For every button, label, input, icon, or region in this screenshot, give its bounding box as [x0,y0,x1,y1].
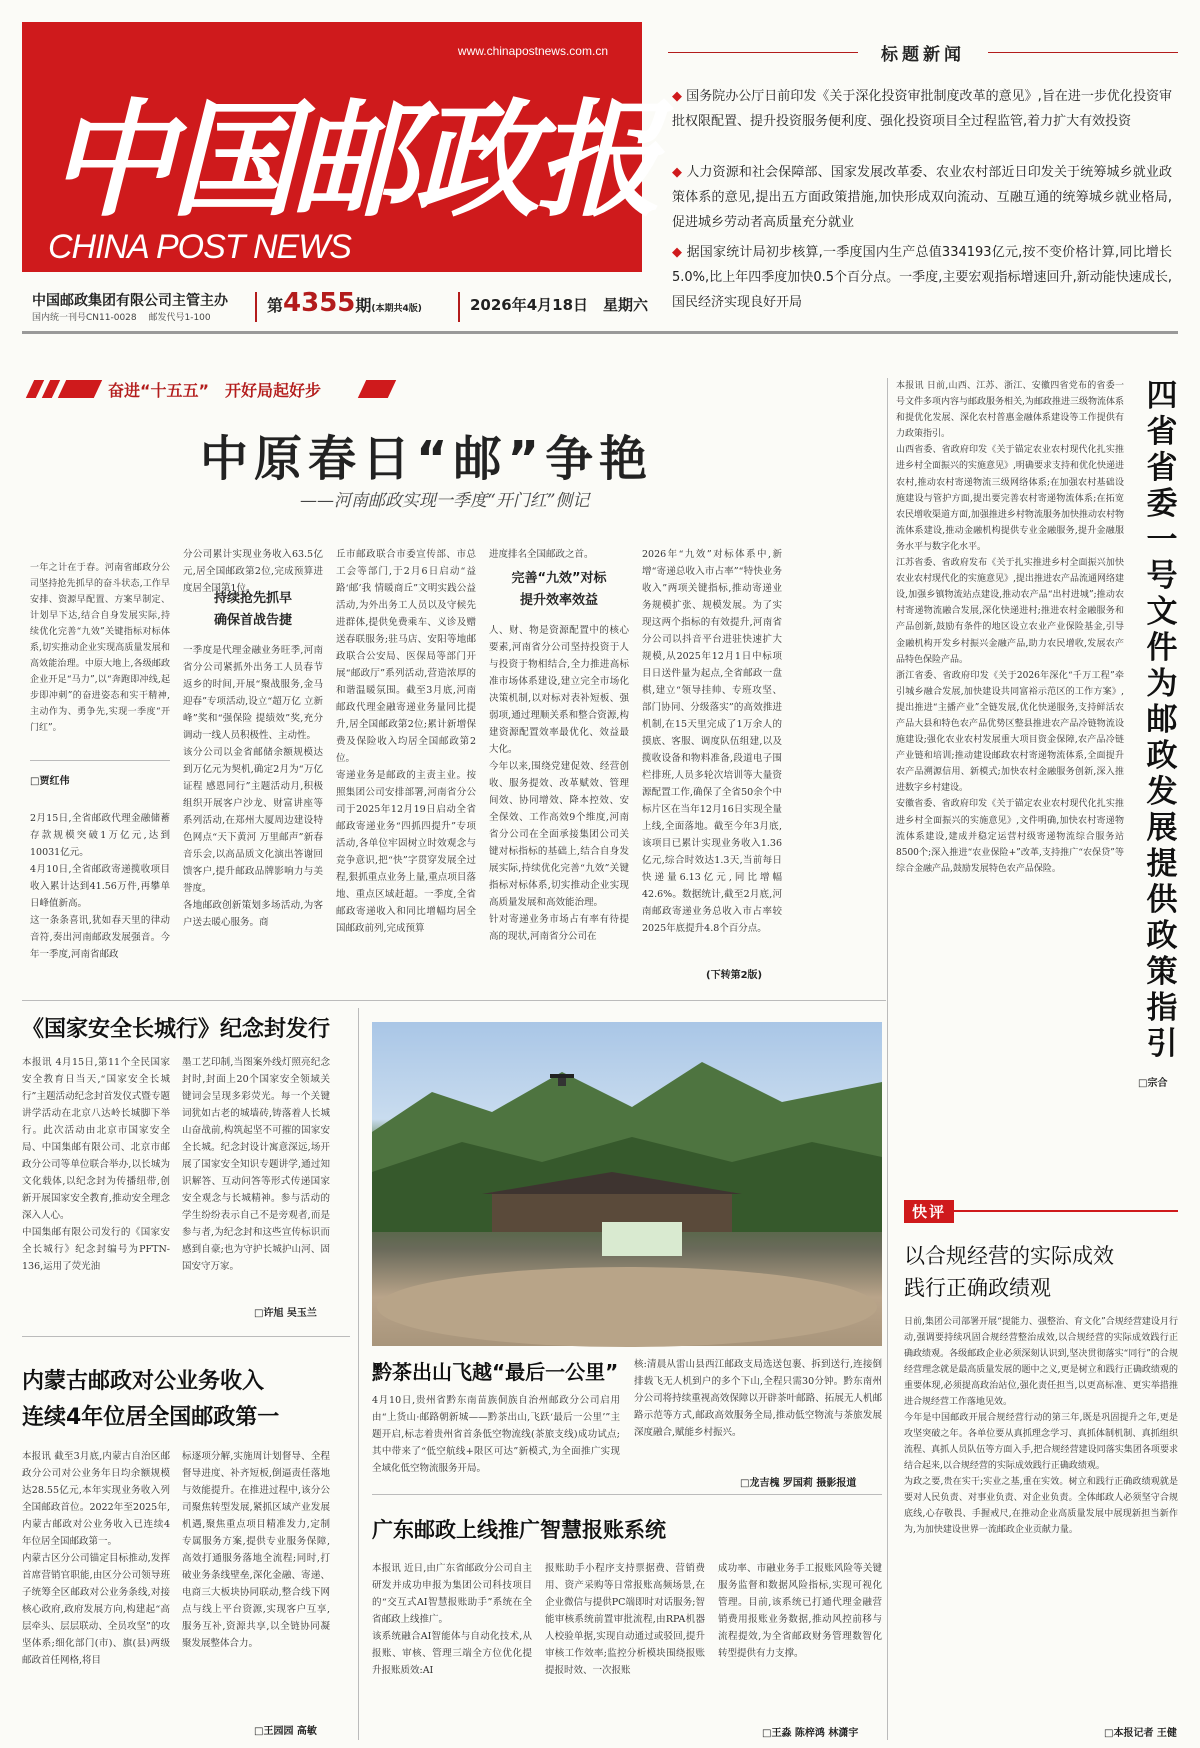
photo-caption-right: 核:清晨从雷山县西江邮政支局选送包裹、拆到送行,连接倒排载飞无人机到户的多个下山,全程只需30分钟。黔东南州分公司将持续重视高效保障以开辟茶叶邮路、拓展无人机邮路示范等方式,邮政高效服务全局,推动低空物流与茶旅发展深度融合,赋能乡村振兴。 [634,1359,882,1438]
photo-byline: □龙吉槐 罗国莉 摄影报道 [740,1478,857,1489]
headline-item[interactable] [672,240,1172,315]
mongolia-headline-2[interactable]: 连续4年位居全国邮政第一 [22,1405,280,1430]
mongolia-byline: □王园园 高敏 [254,1726,317,1737]
mongolia-col2: 标逐项分解,实施周计划督导、全程督导进度、补齐短板,倒逼责任落地与效能提升。在推进过程中,该分公司聚焦转型发展,紧抓区域产业发展机遇,聚焦重点项目精准发力,定制专属服务方案,提供专业服务保障,高效打通服务落地全流程;同时,打破业务条线壁垒,深化金融、寄递、电商三大板块协同联动,整合线下网点与线上平台资源,实现客户互享,服务互补,资源共享,以全链协同凝聚发展整体合力。 [182,1451,330,1649]
masthead-title-en: CHINA POST NEWS [48,228,351,266]
website-url[interactable]: www.chinapostnews.com.cn [457,44,608,58]
issue-suffix: 期 [355,296,372,315]
photo-story-headline[interactable]: 黔茶出山飞越“最后一公里” [372,1360,619,1384]
headlines-title: 标题新闻 [881,45,965,65]
commentary-headline-2[interactable]: 践行正确政绩观 [904,1276,1051,1300]
guangdong-headline[interactable]: 广东邮政上线推广智慧报账系统 [372,1518,666,1542]
banner-stripe [26,380,44,398]
lead-col3: 丘市邮政联合市委宣传部、市总工会等部门,于2月6日启动“益路‘邮’我 情暖商丘”文明实践公益活动,为外出务工人员以及守候先进群体,提供免费乘车、义诊及赠送春联服务;驻马店、安阳等地邮政联合公安局、医保局等部门开展“邮政厅”系列活动,营造浓厚的和谐温暖氛围。截至3月底,河南邮政代理金融寄递业务量同比提升,居全国邮政第2位;累计新增保费及保险收入均居全国邮政第2位。 寄递业务是邮政的主责主业。按照集团公司安排部署,河南省分公司于2025年12月19日启动全省邮政寄递业务“四抓四提升”专项活动,各单位牢固树立时效观念与竞争意识,把“快”字贯穿发展全过程,狠抓重点业务上量,重点项目落地、重点区域赶超。一季度,全省邮政寄递收入和同比增幅均居全国邮政前列,完成预算 [336,549,476,934]
stamp-story-col2: 墨工艺印制,当图案外线灯照亮纪念封时,封面上20个国家安全领域关键词会呈现多彩荧光。每一个关键词犹如古老的城墙砖,铸落着人长城山奋战前,构筑起坚不可摧的国家安全长城。纪念封设计寓意深远,场开展了国家安全知识专题讲学,通过知识解答、互动问答等形式传递国家安全观念与长城精神。参与活动的学生纷纷表示自己不是旁观者,而是参与者,为纪念封和这些宣传标识而感到自豪;也为守护长城护山河、固国安守万家。 [182,1057,330,1272]
headline-text: 国务院办公厅日前印发《关于深化投资审批制度改革的意见》,旨在进一步优化投资审批权限配置、提升投资服务便利度、强化投资项目全过程监管,着力扩大有效投资 [672,89,1172,129]
issue-prefix: 第 [267,296,284,315]
photo-caption: 4月10日,贵州省黔东南苗族侗族自治州邮政分公司启用由“上货山·邮路朝新城——黔茶出山,飞跃‘最后一公里’”主题开启,标志着贵州省首条低空物流线(茶旅支线)成功试点;其中带来了“低空航线+限区可达”新模式,为全面推广实现全域化低空物流服务开局。 [372,1395,620,1474]
lead-col4b: 人、财、物是资源配置中的核心要素,河南省分公司坚持投资于人与投资于物相结合,全力推进高标准市场体系建设,建立完全市场化决策机制,以对标对表补短板、强弱项,通过理顺关系和整合资源,构建资源配置效率最优化、效益最大化。 今年以来,围绕党建促效、经营创收、服务提效、改革赋效、管理间效、协同增效、降本控效、安全保效、工作高效9个维度,河南省分公司在全面承接集团公司关键对标指标的基础上,结合自身发展实际,持续优化完善“九效”关键指标对标体系,切实推动企业实现高质量发展和高效能治理。 针对寄递业务市场占有率有待提高的现状,河南省分公司在 [489,625,629,942]
lead-col1: 2月15日,全省邮政代理金融储蓄存款规模突破1万亿元,达到10031亿元。 4月10日,全省邮政寄递揽收项目收入累计达到41.56万件,再攀单日峰值新高。 这一条条喜讯,犹如春天里的律动音符,奏出河南邮政发展强音。今年一季度,河南省邮政 [30,813,170,960]
right-story-title[interactable]: 四省省委一号文件为邮政发展提供政策指引 [1146,378,1178,1062]
stamp-story-byline: □许旭 吴玉兰 [254,1308,317,1319]
lead-byline: □贾红伟 [30,776,70,787]
diamond-bullet-icon: ◆ [672,89,687,104]
divider [372,1494,882,1495]
publication-info [22,288,662,328]
mongolia-col1: 本报讯 截至3月底,内蒙古自治区邮政分公司对公业务年日均余额规模达28.55亿元,本年实现业务收入列全国邮政首位。2022年至2025年,内蒙古邮政对公业务收入已连续4年位居全国邮政第一。 内蒙古区分公司锚定目标推动,发挥首席营销官职能,由区分公司领导班子统筹全区邮政对公业务条线,对接核心政府,政府发展方向,构建起“高层牵头、层层联动、全员攻坚”的攻坚体系;细化部门(市)、旗(县)两级邮政首任网格,将目 [22,1451,170,1666]
issue-number [267,288,422,318]
headline-item[interactable] [672,84,1172,134]
headline-text: 据国家统计局初步核算,一季度国内生产总值334193亿元,按不变价格计算,同比增长5.0%,比上年四季度加快0.5个百分点。一季度,主要宏观指标增速回升,新动能快速成长,国民经济实现良好开局 [672,245,1172,310]
commentary-headline-1[interactable]: 以合规经营的实际成效 [904,1244,1114,1268]
lead-headline[interactable]: 中原春日“邮”争艳 [200,431,654,487]
commentary-body: 日前,集团公司部署开展“提能力、强整治、育文化”合规经营建设月行动,强调要持续巩固合规经营整治成效,以合规经营的实际成效践行正确政绩观。各级邮政企业必须深刻认识到,坚决贯彻落实“同行”的合规经营理念就是最高质量发展的题中之义,更是树立和践行正确政绩观的重要体现,必须提高政治站位,强化责任担当,以更高标准、更实举措推进合规经营工作落地见效。 今年是中国邮政开展合规经营行动的第三年,既是巩固提升之年,更是攻坚突破之年。各单位要从真抓理念学习、真抓体制机制、真抓组织流程、真抓人员队伍等方面入手,把合规经营建设同落实集团各项要求结合起来,以合规经营的实际成效践行正确政绩观。 为政之要,贵在实干;实业之基,重在实效。树立和践行正确政绩观就是要对人民负责、对事业负责、对企业负责。全体邮政人必须坚守合规底线,心存敬畏、手握戒尺,在推动企业高质量发展中展现新担当新作为,为加快建设世界一流邮政企业贡献力量。 [904,1317,1178,1535]
column-divider [358,1008,359,1740]
stamp-story-col1: 本报讯 4月15日,第11个全民国家安全教育日当天,“国家安全长城行”主题活动纪念封首发仪式暨专题讲学活动在北京八达岭长城脚下举行。此次活动由北京市国家安全局、中国集邮有限公司、北京市邮政分公司等单位联合举办,以长城为文化载体,以纪念封为传播纽带,创新开展国家安全教育,推动安全理念深入人心。 中国集邮有限公司发行的《国家安全长城行》纪念封编号为PFTN-136,运用了荧光油 [22,1057,170,1272]
divider [22,1336,350,1337]
photo-illustration [372,1022,882,1346]
issue-note: (本期共4版) [371,304,422,314]
guangdong-col2: 报账助手小程序支持票据费、营销费用、资产采购等日常报账高频场景,在企业微信与提供PC端即时对话服务;智能审核系统前置审批流程,由RPA机器人校验单据,实现自动通过或驳回,提升审核工作效率;监控分析模块围绕报账提报时效、一次报账 [545,1563,705,1676]
commentary-byline: □本报记者 王健 [1104,1728,1177,1739]
guangdong-col3: 成功率、市融业务手工报账风险等关键服务监督和数据风险指标,实现可视化管理。目前,该系统已打通代理金融营销费用报账业务数据,推动风控前移与流程提效,为全省邮政财务管理数智化转型提供有力支撑。 [718,1563,882,1659]
column-divider [887,378,888,1740]
stamp-story-headline[interactable]: 《国家安全长城行》纪念封发行 [22,1017,331,1042]
masthead-rule [22,331,1178,334]
diamond-bullet-icon: ◆ [672,245,687,260]
divider [668,52,858,53]
divider [255,292,257,322]
lead-col4a: 进度排名全国邮政之首。 [489,549,594,560]
banner-stripe [42,380,60,398]
section-banner [22,378,402,400]
mongolia-headline-1[interactable]: 内蒙古邮政对公业务收入 [22,1369,265,1394]
registration: 国内统一刊号CN11-0028 邮发代号1-100 [32,313,211,323]
right-story-body: 本报讯 日前,山西、江苏、浙江、安徽四省党布的省委一号文件多项内容与邮政服务相关,为邮政推进三级物流体系和提优化发展、深化农村普惠金融体系建设等工作提供有力政策指引。 山西省委、省政府印发《关于锚定农业农村现代化扎实推进乡村全面振兴的实施意见》,明确要求支持和优化快递进农村,推动农村寄递物流三级网络体系;在加强农村基础设施建设与管护方面,提出要完善农村寄递物流体系;在拓宽农民增收渠道方面,加强推进乡村物流服务加快推动农村物流体系建设,推动金融机构提供专业金融服务,提升金融服务水平与数字化水平。 江苏省委、省政府发布《关于扎实推进乡村全面振兴加快农业农村现代化的实施意见》,提出推进农产品流通网络建设,加强乡镇物流站点建设,推动农产品“出村进城”;推动农村寄递物流融合发展,深化快递进村;推进农村金融服务和产品创新,鼓励有条件的地区设立农业产业保险基金,引导金融机构开发乡村振兴金融产品,助力农民增收,发展农产品特色保险产品。 浙江省委、省政府印发《关于2026年深化“千万工程”牵引城乡融合发展,加快建设共同富裕示范区的工作方案》,提出推进“主播产业”全链发展,优化快递服务,支持鲜活农产品大县和特色农产品优势区整县推进农产品冷链物流设施建设;强化农业农村发展重大项目资金保障,农产品冷链产业链和培训;推动建设邮政农村寄递物流体系,全面提升农产品溯源信用、新模式;加快农村金融服务创新,深入推进数字乡村建设。 安徽省委、省政府印发《关于锚定农业农村现代化扎实推进乡村全面振兴的实施意见》,文件明确,加快农村寄递物流体系建设,建成并稳定运营村级寄递物流综合服务站8500个;深入推进“农业保险+”改革,支持推广“农保贷”等综合金融产品,鼓励发展特色农产品保险。 [896,381,1124,874]
commentary-tag: 快评 [904,1200,954,1223]
banner-stripe [358,380,396,398]
lead-col5: 2026年“九效”对标体系中,新增“寄递总收入市占率”“特快业务收入”两项关键指标,推动寄递业务规模扩张、规模发展。为了实现这两个指标的有效提升,河南省分公司以抖音平台进驻快速扩大规模,从2025年12月1日中标项目日送件量为起点,全省邮政一盘棋,建立“领导挂帅、专班攻坚、部门协同、分级落实”的高效推进机制,在15天里完成了1万余人的摸底、客服、调度队伍组建,以及揽收设备和物料准备,段道电子围栏排班,人员多轮次培训等大量资源配置工作,确保了全省50余个中标片区在当年12月16日实现全量上线,全面落地。截至今年3月底,该项目已累计实现业务收入1.36亿元,综合时效达1.3天,当前每日快递量6.13亿元,同比增幅42.6%。数据统计,截至2月底,河南邮政寄递业务总收入市占率较2025年底提升4.8个百分点。 [642,549,782,934]
lead-subheading: 完善“九效”对标 提升效率效益 [511,571,607,608]
headline-text: 人力资源和社会保障部、国家发展改革委、农业农村部近日印发关于统筹城乡就业政策体系的意见,提出五方面政策措施,加快形成双向流动、互融互通的统筹城乡就业格局,促进城乡劳动者高质量充分就业 [672,165,1172,230]
square-ground [377,1267,877,1347]
event-banner [602,1222,682,1256]
divider [30,760,170,761]
divider [988,52,1178,53]
diamond-bullet-icon: ◆ [672,165,687,180]
right-story-byline: □宗合 [1138,1078,1168,1089]
lead-col2b: 一季度是代理金融业务旺季,河南省分公司紧抓外出务工人员春节返乡的时间,开展“聚战服务,金马迎春”专项活动,设立“超万亿 立新峰”奖和“强保险 提绩效”奖,充分调动一线人员积极性、主动性。 该分公司以金省邮储余额规模达到万亿元为契机,确定2月为“万亿证程 感恩同行”主题活动月,积极组织开展客户沙龙、财富讲座等系列活动,在郑州大厦周边建设特色网点“天下黄河 万里邮声”新春音乐会,以高品质文化演出答谢回馈客户,提升邮政品牌影响力与美誉度。 各地邮政创新策划多场活动,为客户送去暖心服务。商 [183,645,323,928]
masthead [22,22,658,272]
headlines-header [668,40,1178,66]
lead-intro: 一年之计在于春。河南省邮政分公司坚持抢先抓早的奋斗状态,工作早安排、资源早配置、方案早制定、计划早下达,结合自身发展实际,持续优化完善“九效”关键指标对标体系,切实推动企业实现高质量发展和高效能治理。中原大地上,各级邮政企业开足“马力”,以“奔跑即冲线,起步即冲刺”的奋进姿态和实干精神,主动作为、勇争先,实现一季度“开门红”。 [30,563,170,733]
lead-subheading: 持续抢先抓早 确保首战告捷 [213,591,292,628]
continued-note[interactable]: (下转第2版) [706,970,763,981]
divider [458,292,460,322]
banner-stripe [58,380,102,398]
lead-subhead: ——河南邮政实现一季度“开门红”侧记 [300,491,590,511]
guangdong-byline: □王淼 陈梓鸿 林潇宇 [762,1728,859,1739]
banner-text: 奋进“十五五” 开好局起好步 [108,381,322,400]
tea-village-photo[interactable] [372,1022,882,1346]
masthead-title-cn: 中国邮政报 [48,87,658,234]
divider [22,1000,886,1001]
publisher: 中国邮政集团有限公司主管主办 [32,293,228,309]
lead-col2a: 分公司累计实现业务收入63.5亿元,居全国邮政第2位,完成预算进度居全国第1位。 [183,549,323,594]
headline-item[interactable] [672,160,1172,235]
issue-date: 2026年4月18日 星期六 [470,296,649,314]
guangdong-col1: 本报讯 近日,由广东省邮政分公司自主研发并成功申报为集团公司科技项目的“交互式AI智慧报账助手”系统在全省邮政上线推广。 该系统融合AI智能体与自动化技术,从报账、审核、管理三端全方位优化提升报账质效:AI [372,1563,532,1676]
issue-num: 4355 [283,288,356,318]
